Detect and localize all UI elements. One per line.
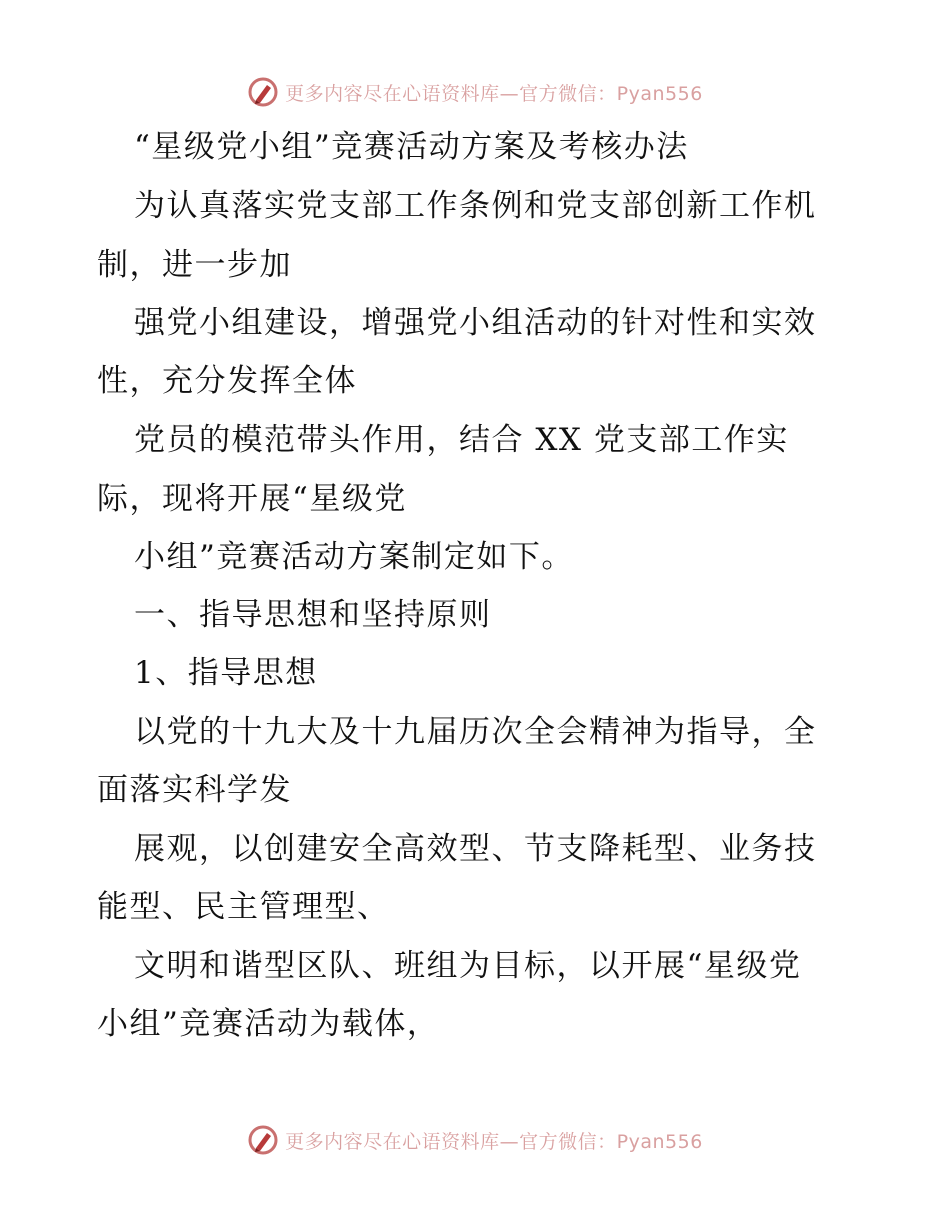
paragraph-line: 党员的模范带头作用，结合 XX 党支部工作实 bbox=[134, 422, 789, 458]
paragraph-line: 强党小组建设，增强党小组活动的针对性和实效 bbox=[134, 305, 817, 341]
watermark-text: 更多内容尽在心语资料库—官方微信：Pyan556 bbox=[285, 82, 703, 105]
paragraph-line: 文明和谐型区队、班组为目标，以开展“星级党 bbox=[134, 948, 802, 984]
paragraph-line: 以党的十九大及十九届历次全会精神为指导，全 bbox=[134, 714, 817, 750]
paragraph-line: 小组”竞赛活动方案制定如下。 bbox=[134, 539, 574, 575]
pen-logo-icon bbox=[247, 76, 279, 108]
subsection-heading: 1、指导思想 bbox=[134, 655, 318, 691]
paragraph-line: 展观，以创建安全高效型、节支降耗型、业务技 bbox=[134, 831, 817, 867]
paragraph-line: 际，现将开展“星级党 bbox=[97, 481, 407, 517]
section-heading: 一、指导思想和坚持原则 bbox=[134, 597, 492, 633]
header-watermark bbox=[0, 72, 950, 112]
paragraph-line: 面落实科学发 bbox=[97, 772, 292, 808]
document-title: “星级党小组”竞赛活动方案及考核办法 bbox=[134, 129, 689, 165]
paragraph-line: 能型、民主管理型、 bbox=[97, 889, 390, 925]
pen-logo-icon bbox=[247, 1124, 279, 1156]
paragraph-line: 性，充分发挥全体 bbox=[97, 363, 357, 399]
paragraph-line: 小组”竞赛活动为载体， bbox=[97, 1006, 440, 1042]
paragraph-line: 为认真落实党支部工作条例和党支部创新工作机 bbox=[134, 188, 817, 224]
paragraph-line: 制，进一步加 bbox=[97, 247, 292, 283]
footer-watermark bbox=[0, 1120, 950, 1160]
watermark-text: 更多内容尽在心语资料库—官方微信：Pyan556 bbox=[285, 1130, 703, 1153]
